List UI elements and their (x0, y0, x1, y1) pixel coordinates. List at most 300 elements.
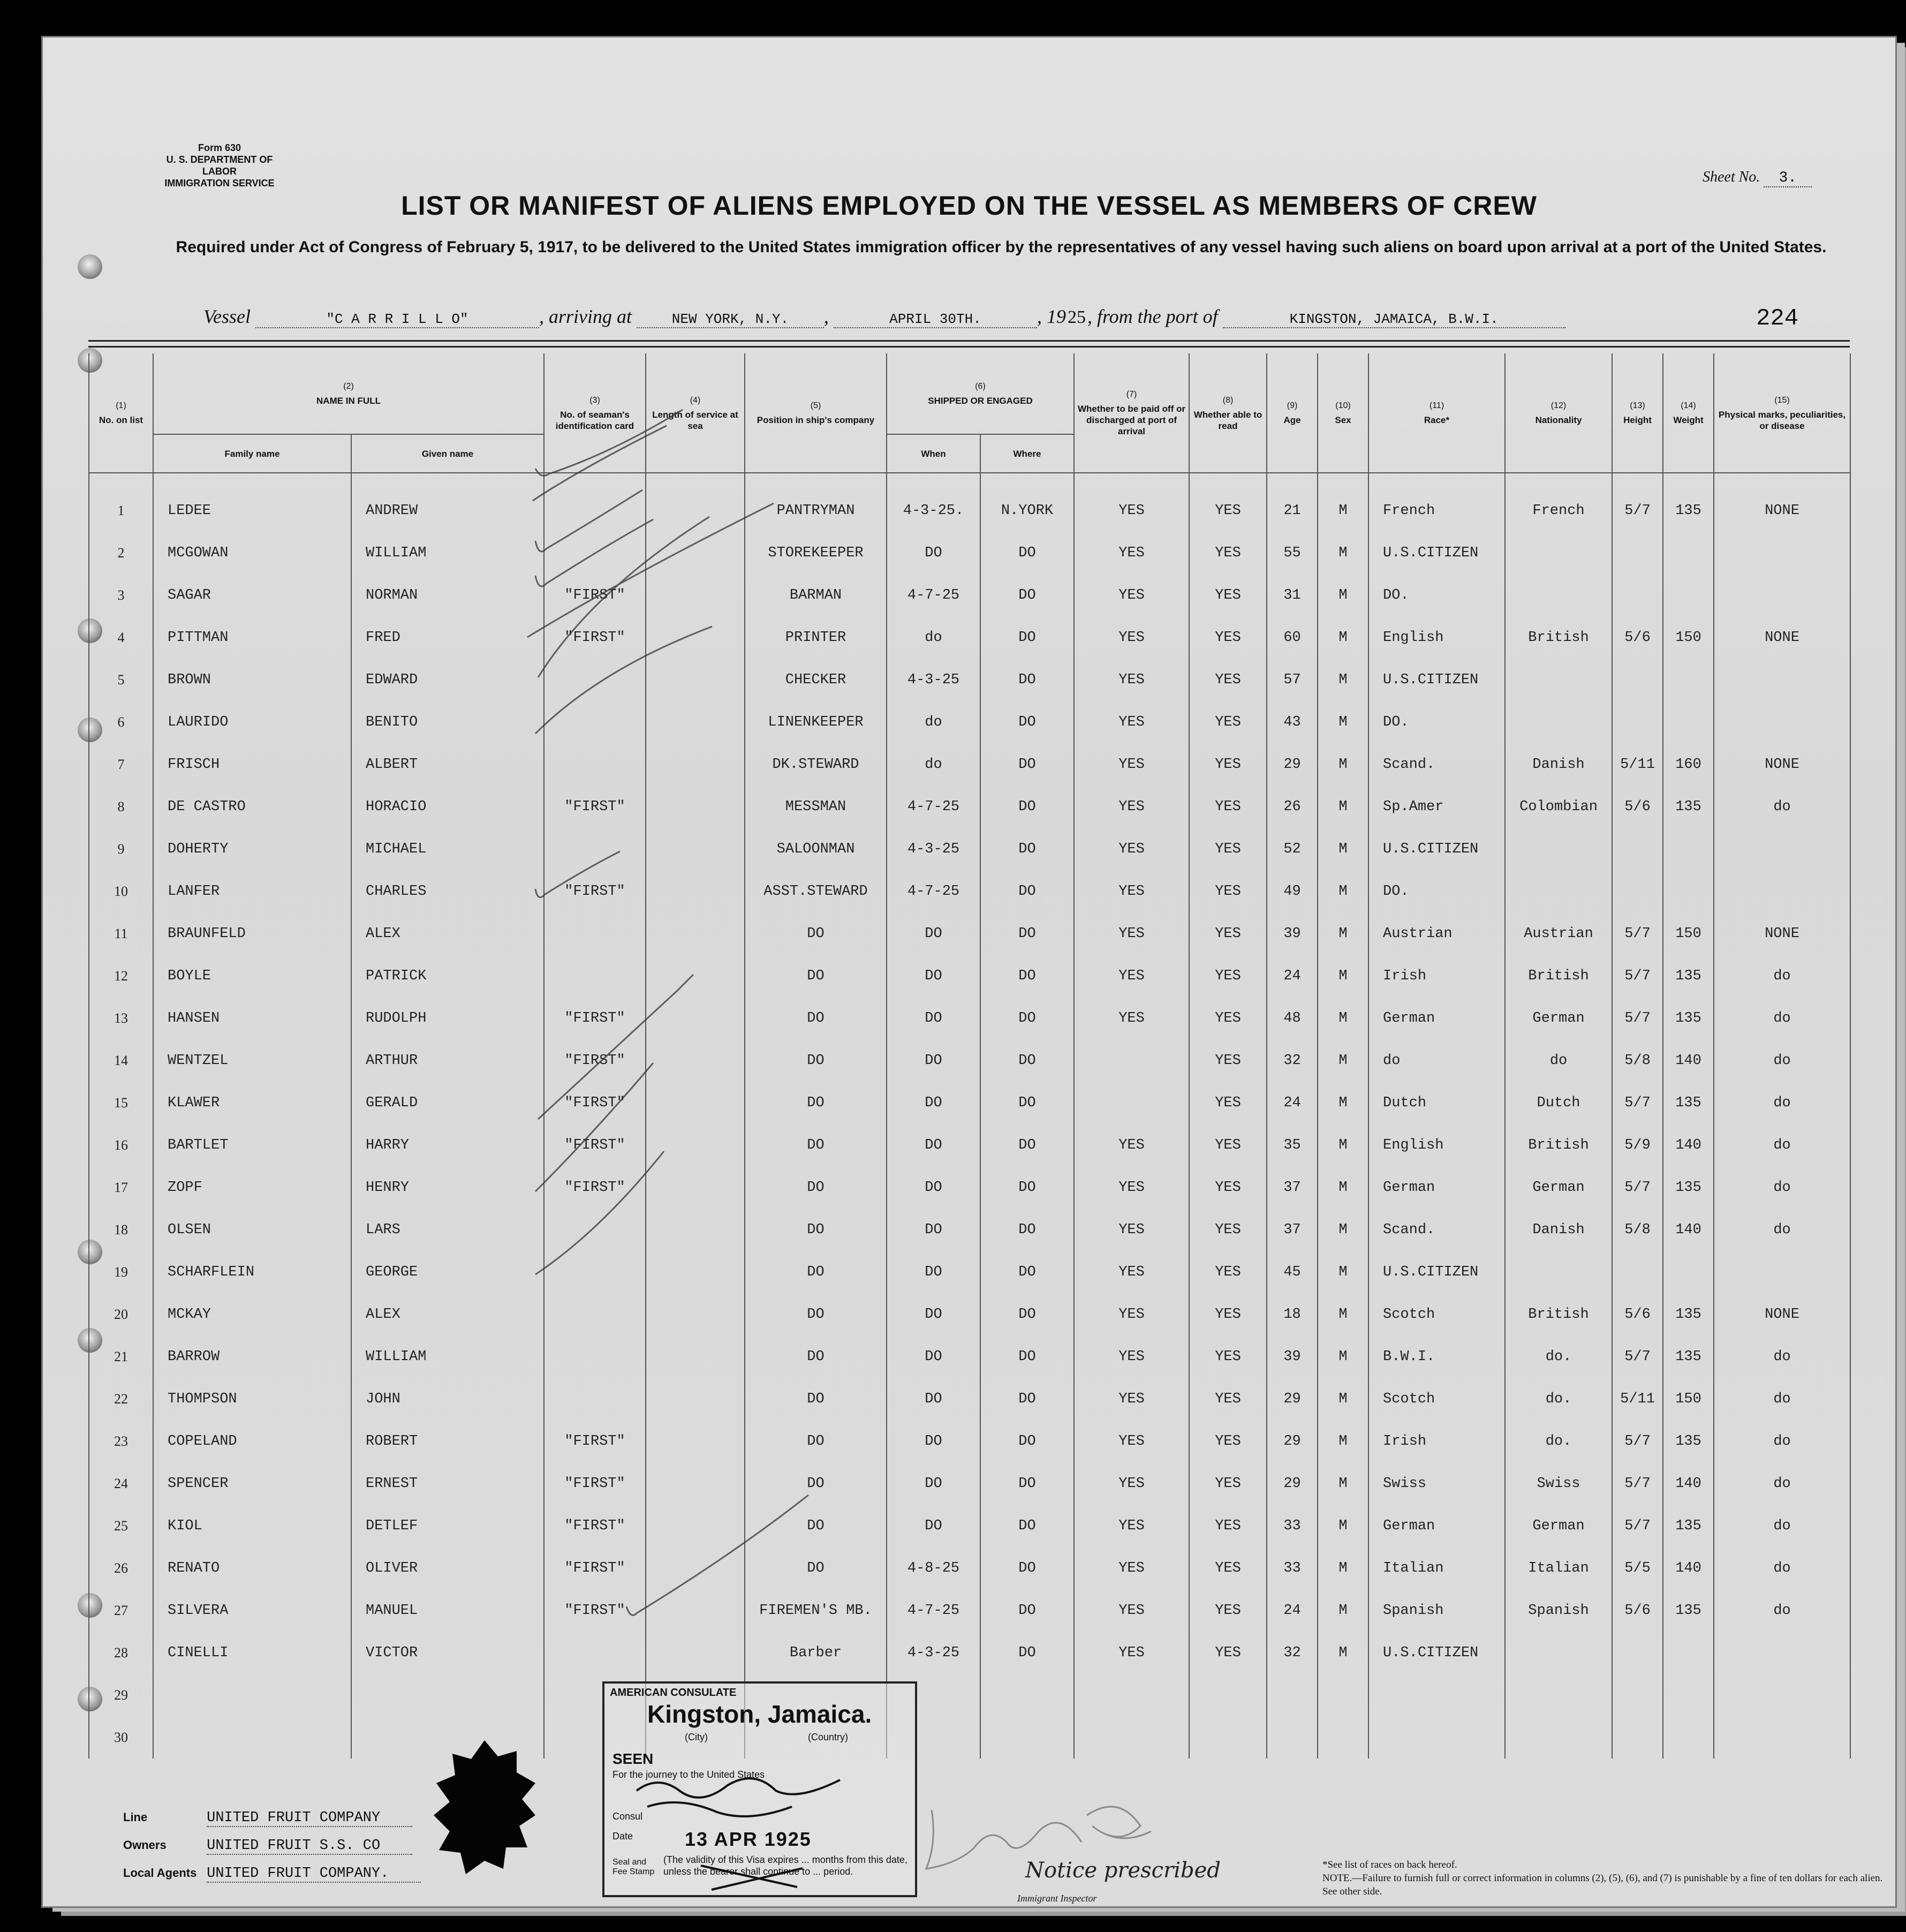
position-cell: DO (745, 1166, 887, 1209)
nationality-cell: British (1505, 955, 1612, 997)
family-name-cell: COPELAND (153, 1420, 351, 1462)
shipped-where-cell: DO (980, 1166, 1074, 1209)
race-cell: French (1368, 489, 1505, 532)
height-cell: 5/9 (1612, 1124, 1663, 1166)
family-name-cell: SPENCER (153, 1462, 351, 1505)
race-cell: B.W.I. (1368, 1335, 1505, 1378)
shipped-when-cell: DO (887, 1124, 980, 1166)
family-name-cell: DOHERTY (153, 828, 351, 870)
shipped-when-cell: DO (887, 1462, 980, 1505)
nationality-cell: British (1505, 616, 1612, 659)
id-card-cell: "FIRST" (544, 1462, 646, 1505)
position-cell: DO (745, 1082, 887, 1124)
shipped-where-cell: DO (980, 1547, 1074, 1589)
sex-cell: M (1318, 743, 1368, 786)
race-cell: Swiss (1368, 1462, 1505, 1505)
position-cell: DO (745, 1420, 887, 1462)
id-card-cell: "FIRST" (544, 1589, 646, 1632)
col-given-name: Given name (351, 434, 544, 473)
height-cell: 5/11 (1612, 1378, 1663, 1420)
given-name-cell: GEORGE (351, 1251, 544, 1293)
race-cell: Dutch (1368, 1082, 1505, 1124)
race-cell: Scotch (1368, 1293, 1505, 1335)
vessel-line: Vessel "C A R R I L L O" , arriving at NEW YORK, N.Y. , APRIL 30TH. , 1925, from the port of KINGSTON, JAMAICA, B.W.I. (203, 305, 1565, 328)
wax-seal-icon (431, 1735, 538, 1896)
physical-marks-cell: do (1714, 1547, 1850, 1589)
position-cell: DO (745, 1251, 887, 1293)
sex-cell: M (1318, 1039, 1368, 1082)
race-cell: German (1368, 997, 1505, 1039)
row-number-cell: 8 (89, 786, 153, 828)
able-to-read-cell: YES (1189, 1462, 1267, 1505)
sex-cell: M (1318, 1251, 1368, 1293)
paid-off-cell: YES (1074, 1335, 1189, 1378)
arrival-date: APRIL 30TH. (834, 311, 1037, 328)
race-cell: Scand. (1368, 743, 1505, 786)
given-name-cell: ARTHUR (351, 1039, 544, 1082)
position-cell: DK.STEWARD (745, 743, 887, 786)
paid-off-cell: YES (1074, 1124, 1189, 1166)
position-cell: DO (745, 1462, 887, 1505)
nationality-cell: do (1505, 1039, 1612, 1082)
position-cell: DO (745, 1505, 887, 1547)
row-number-cell: 5 (89, 659, 153, 701)
sex-cell: M (1318, 489, 1368, 532)
weight-cell: 135 (1663, 489, 1714, 532)
able-to-read-cell: YES (1189, 659, 1267, 701)
sex-cell: M (1318, 1209, 1368, 1251)
physical-marks-cell: do (1714, 1589, 1850, 1632)
row-number-cell: 22 (89, 1378, 153, 1420)
shipped-when-cell: DO (887, 1082, 980, 1124)
paid-off-cell: YES (1074, 955, 1189, 997)
paid-off-cell: YES (1074, 786, 1189, 828)
shipped-where-cell: DO (980, 997, 1074, 1039)
stamp-city: Kingston, Jamaica. (647, 1700, 872, 1728)
row-number-cell: 19 (89, 1251, 153, 1293)
col-position: (5) Position in ship's company (745, 353, 887, 473)
able-to-read-cell: YES (1189, 1378, 1267, 1420)
paid-off-cell: YES (1074, 743, 1189, 786)
position-cell: DO (745, 1335, 887, 1378)
row-number-cell: 29 (89, 1674, 153, 1716)
manifest-sheet (43, 37, 1895, 1906)
sex-cell: M (1318, 1293, 1368, 1335)
age-cell: 45 (1267, 1251, 1318, 1293)
col-marks: (15) Physical marks, peculiarities, or disease (1714, 353, 1850, 473)
given-name-cell: NORMAN (351, 574, 544, 616)
physical-marks-cell: NONE (1714, 743, 1850, 786)
shipped-where-cell: DO (980, 955, 1074, 997)
position-cell: DO (745, 1039, 887, 1082)
race-cell: Irish (1368, 1420, 1505, 1462)
row-number-cell: 30 (89, 1716, 153, 1759)
age-cell: 57 (1267, 659, 1318, 701)
age-cell: 32 (1267, 1632, 1318, 1674)
given-name-cell: PATRICK (351, 955, 544, 997)
physical-marks-cell: do (1714, 1378, 1850, 1420)
from-port-label: , from the port of (1087, 306, 1218, 327)
sex-cell: M (1318, 997, 1368, 1039)
position-cell: DO (745, 1124, 887, 1166)
col-age: (9) Age (1267, 353, 1318, 473)
sex-cell: M (1318, 1378, 1368, 1420)
col-service: (4) Length of service at sea (646, 353, 745, 473)
height-cell: 5/7 (1612, 1335, 1663, 1378)
year-prefix: , 19 (1037, 306, 1066, 327)
id-card-cell: "FIRST" (544, 1039, 646, 1082)
row-number-cell: 17 (89, 1166, 153, 1209)
height-cell: 5/5 (1612, 1547, 1663, 1589)
weight-cell: 135 (1663, 955, 1714, 997)
paid-off-cell: YES (1074, 532, 1189, 574)
position-cell: DO (745, 955, 887, 997)
given-name-cell: LARS (351, 1209, 544, 1251)
col-height: (13) Height (1612, 353, 1663, 473)
paid-off-cell: YES (1074, 574, 1189, 616)
family-name-cell: KIOL (153, 1505, 351, 1547)
shipped-when-cell: 4-7-25 (887, 1589, 980, 1632)
row-number-cell: 25 (89, 1505, 153, 1547)
col-where: Where (980, 434, 1074, 473)
departure-port: KINGSTON, JAMAICA, B.W.I. (1223, 311, 1565, 328)
form-service: IMMIGRATION SERVICE (164, 178, 275, 188)
physical-marks-cell: do (1714, 1039, 1850, 1082)
age-cell: 29 (1267, 743, 1318, 786)
shipped-where-cell: DO (980, 1039, 1074, 1082)
family-name-cell: WENTZEL (153, 1039, 351, 1082)
shipped-where-cell: DO (980, 1293, 1074, 1335)
weight-cell: 150 (1663, 912, 1714, 955)
paid-off-cell: YES (1074, 659, 1189, 701)
arrival-port: NEW YORK, N.Y. (637, 311, 824, 328)
race-cell: English (1368, 616, 1505, 659)
position-cell: DO (745, 912, 887, 955)
able-to-read-cell: YES (1189, 489, 1267, 532)
race-cell: DO. (1368, 574, 1505, 616)
weight-cell: 135 (1663, 1420, 1714, 1462)
row-number-cell: 13 (89, 997, 153, 1039)
family-name-cell: BOYLE (153, 955, 351, 997)
physical-marks-cell: do (1714, 1505, 1850, 1547)
races-note: *See list of races on back hereof. (1322, 1859, 1457, 1870)
able-to-read-cell: YES (1189, 701, 1267, 743)
age-cell: 29 (1267, 1462, 1318, 1505)
race-cell: Irish (1368, 955, 1505, 997)
race-cell: do (1368, 1039, 1505, 1082)
shipped-when-cell: 4-3-25 (887, 659, 980, 701)
weight-cell: 150 (1663, 1378, 1714, 1420)
family-name-cell: HANSEN (153, 997, 351, 1039)
physical-marks-cell: do (1714, 1335, 1850, 1378)
able-to-read-cell: YES (1189, 1589, 1267, 1632)
height-cell: 5/7 (1612, 912, 1663, 955)
nationality-cell: German (1505, 997, 1612, 1039)
stamp-city-label: (City) (685, 1732, 708, 1742)
age-cell: 49 (1267, 870, 1318, 912)
nationality-cell: German (1505, 1166, 1612, 1209)
inspector-label: Immigrant Inspector (1017, 1893, 1097, 1904)
form-department: U. S. DEPARTMENT OF LABOR (166, 154, 273, 177)
nationality-cell: German (1505, 1505, 1612, 1547)
stamp-journey: For the journey to the United States (612, 1769, 765, 1780)
shipped-when-cell: DO (887, 1209, 980, 1251)
stamp-date-label: Date (612, 1831, 633, 1842)
family-name-cell: CINELLI (153, 1632, 351, 1674)
height-cell: 5/6 (1612, 1293, 1663, 1335)
age-cell: 24 (1267, 1589, 1318, 1632)
position-cell: LINENKEEPER (745, 701, 887, 743)
position-cell: FIREMEN'S MB. (745, 1589, 887, 1632)
race-cell: Sp.Amer (1368, 786, 1505, 828)
stamp-seal-label: Seal and Fee Stamp (612, 1858, 655, 1876)
arriving-label: , arriving at (539, 306, 632, 327)
age-cell: 43 (1267, 701, 1318, 743)
position-cell: DO (745, 1209, 887, 1251)
nationality-cell: do. (1505, 1335, 1612, 1378)
footer-owners (123, 1838, 421, 1866)
nationality-cell: Austrian (1505, 912, 1612, 955)
sex-cell: M (1318, 659, 1368, 701)
race-cell: U.S.CITIZEN (1368, 532, 1505, 574)
given-name-cell: WILLIAM (351, 532, 544, 574)
family-name-cell: ZOPF (153, 1166, 351, 1209)
paid-off-cell: YES (1074, 997, 1189, 1039)
age-cell: 60 (1267, 616, 1318, 659)
shipped-when-cell: DO (887, 1335, 980, 1378)
able-to-read-cell: YES (1189, 616, 1267, 659)
race-cell: German (1368, 1166, 1505, 1209)
age-cell: 55 (1267, 532, 1318, 574)
position-cell: ASST.STEWARD (745, 870, 887, 912)
position-cell: DO (745, 1547, 887, 1589)
age-cell: 29 (1267, 1420, 1318, 1462)
paid-off-cell: YES (1074, 870, 1189, 912)
footer (123, 1810, 421, 1893)
row-number-cell: 27 (89, 1589, 153, 1632)
able-to-read-cell: YES (1189, 743, 1267, 786)
age-cell: 33 (1267, 1547, 1318, 1589)
shipped-where-cell: DO (980, 828, 1074, 870)
race-cell: Austrian (1368, 912, 1505, 955)
able-to-read-cell: YES (1189, 912, 1267, 955)
able-to-read-cell: YES (1189, 1209, 1267, 1251)
able-to-read-cell: YES (1189, 1039, 1267, 1082)
col-id-card: (3) No. of seaman's identification card (544, 353, 646, 473)
footer-line (123, 1810, 421, 1838)
col-paid-off: (7) Whether to be paid off or discharged at port of arrival (1074, 353, 1189, 473)
footnotes (1322, 1858, 1885, 1898)
given-name-cell: MANUEL (351, 1589, 544, 1632)
shipped-when-cell: DO (887, 1505, 980, 1547)
sex-cell: M (1318, 616, 1368, 659)
shipped-when-cell: DO (887, 1420, 980, 1462)
given-name-cell: RUDOLPH (351, 997, 544, 1039)
weight-cell: 135 (1663, 1335, 1714, 1378)
height-cell: 5/6 (1612, 786, 1663, 828)
height-cell: 5/8 (1612, 1039, 1663, 1082)
footer-owners-value: UNITED FRUIT S.S. CO (207, 1838, 412, 1855)
id-card-cell: "FIRST" (544, 1124, 646, 1166)
paid-off-cell: YES (1074, 912, 1189, 955)
nationality-cell: British (1505, 1124, 1612, 1166)
footer-agents-value: UNITED FRUIT COMPANY. (207, 1866, 421, 1883)
age-cell: 31 (1267, 574, 1318, 616)
position-cell: DO (745, 997, 887, 1039)
able-to-read-cell: YES (1189, 786, 1267, 828)
weight-cell: 135 (1663, 1293, 1714, 1335)
sex-cell: M (1318, 1420, 1368, 1462)
given-name-cell: ERNEST (351, 1462, 544, 1505)
race-cell: Spanish (1368, 1589, 1505, 1632)
physical-marks-cell: NONE (1714, 912, 1850, 955)
consulate-stamp (602, 1681, 917, 1897)
nationality-cell: do. (1505, 1378, 1612, 1420)
given-name-cell: DETLEF (351, 1505, 544, 1547)
shipped-where-cell: DO (980, 616, 1074, 659)
family-name-cell: SAGAR (153, 574, 351, 616)
age-cell: 37 (1267, 1209, 1318, 1251)
id-card-cell: "FIRST" (544, 997, 646, 1039)
sex-cell: M (1318, 1335, 1368, 1378)
given-name-cell: MICHAEL (351, 828, 544, 870)
col-sex: (10) Sex (1318, 353, 1368, 473)
age-cell: 48 (1267, 997, 1318, 1039)
row-number-cell: 18 (89, 1209, 153, 1251)
weight-cell: 140 (1663, 1209, 1714, 1251)
able-to-read-cell: YES (1189, 1293, 1267, 1335)
height-cell: 5/7 (1612, 1462, 1663, 1505)
sex-cell: M (1318, 1547, 1368, 1589)
position-cell: CHECKER (745, 659, 887, 701)
age-cell: 37 (1267, 1166, 1318, 1209)
age-cell: 26 (1267, 786, 1318, 828)
col-family-name: Family name (153, 434, 351, 473)
row-number-cell: 24 (89, 1462, 153, 1505)
race-cell: U.S.CITIZEN (1368, 1632, 1505, 1674)
race-cell: Scotch (1368, 1378, 1505, 1420)
footer-owners-label: Owners (123, 1838, 167, 1852)
row-number-cell: 10 (89, 870, 153, 912)
row-number-cell: 20 (89, 1293, 153, 1335)
nationality-cell: Italian (1505, 1547, 1612, 1589)
sex-cell: M (1318, 786, 1368, 828)
paid-off-cell: YES (1074, 1378, 1189, 1420)
weight-cell: 135 (1663, 1166, 1714, 1209)
shipped-where-cell: DO (980, 1589, 1074, 1632)
sex-cell: M (1318, 701, 1368, 743)
footer-agents-label: Local Agents (123, 1866, 197, 1880)
age-cell: 32 (1267, 1039, 1318, 1082)
family-name-cell: RENATO (153, 1547, 351, 1589)
family-name-cell: MCGOWAN (153, 532, 351, 574)
weight-cell: 160 (1663, 743, 1714, 786)
sex-cell: M (1318, 532, 1368, 574)
age-cell: 35 (1267, 1124, 1318, 1166)
physical-marks-cell: do (1714, 997, 1850, 1039)
physical-marks-cell: NONE (1714, 489, 1850, 532)
family-name-cell: KLAWER (153, 1082, 351, 1124)
able-to-read-cell: YES (1189, 1505, 1267, 1547)
row-number-cell: 11 (89, 912, 153, 955)
paid-off-cell: YES (1074, 1420, 1189, 1462)
weight-cell: 140 (1663, 1124, 1714, 1166)
age-cell: 18 (1267, 1293, 1318, 1335)
age-cell: 39 (1267, 912, 1318, 955)
id-card-cell: "FIRST" (544, 616, 646, 659)
col-shipped: (6) SHIPPED OR ENGAGED (887, 353, 1074, 434)
shipped-when-cell: 4-3-25 (887, 828, 980, 870)
paid-off-cell: YES (1074, 616, 1189, 659)
row-number-cell: 16 (89, 1124, 153, 1166)
paid-off-cell: YES (1074, 701, 1189, 743)
weight-cell: 140 (1663, 1547, 1714, 1589)
row-number-cell: 12 (89, 955, 153, 997)
race-cell: U.S.CITIZEN (1368, 828, 1505, 870)
paid-off-cell: YES (1074, 828, 1189, 870)
race-cell: U.S.CITIZEN (1368, 659, 1505, 701)
shipped-where-cell: DO (980, 870, 1074, 912)
shipped-where-cell: DO (980, 1420, 1074, 1462)
given-name-cell: EDWARD (351, 659, 544, 701)
sex-cell: M (1318, 574, 1368, 616)
given-name-cell: VICTOR (351, 1632, 544, 1674)
age-cell: 33 (1267, 1505, 1318, 1547)
paid-off-cell: YES (1074, 1589, 1189, 1632)
handwritten-note: Notice prescribed (1025, 1858, 1221, 1883)
nationality-cell: do. (1505, 1420, 1612, 1462)
physical-marks-cell: do (1714, 1166, 1850, 1209)
id-card-cell: "FIRST" (544, 1082, 646, 1124)
race-cell: DO. (1368, 870, 1505, 912)
race-cell: Italian (1368, 1547, 1505, 1589)
able-to-read-cell: YES (1189, 532, 1267, 574)
nationality-cell: Colombian (1505, 786, 1612, 828)
family-name-cell: LEDEE (153, 489, 351, 532)
shipped-when-cell: DO (887, 1166, 980, 1209)
sheet-number-label: Sheet No. (1703, 169, 1760, 185)
family-name-cell: OLSEN (153, 1209, 351, 1251)
physical-marks-cell: do (1714, 955, 1850, 997)
family-name-cell: SILVERA (153, 1589, 351, 1632)
shipped-when-cell: DO (887, 955, 980, 997)
nationality-cell: Swiss (1505, 1462, 1612, 1505)
sex-cell: M (1318, 955, 1368, 997)
weight-cell: 135 (1663, 1589, 1714, 1632)
col-when: When (887, 434, 980, 473)
row-number-cell: 9 (89, 828, 153, 870)
row-number-cell: 14 (89, 1039, 153, 1082)
shipped-where-cell: DO (980, 743, 1074, 786)
position-cell: SALOONMAN (745, 828, 887, 870)
sex-cell: M (1318, 1166, 1368, 1209)
col-name: (2) NAME IN FULL (153, 353, 544, 434)
race-cell: German (1368, 1505, 1505, 1547)
height-cell: 5/6 (1612, 616, 1663, 659)
weight-cell: 135 (1663, 1505, 1714, 1547)
position-cell: MESSMAN (745, 786, 887, 828)
id-card-cell: "FIRST" (544, 786, 646, 828)
position-cell: STOREKEEPER (745, 532, 887, 574)
shipped-when-cell: 4-3-25 (887, 1632, 980, 1674)
id-card-cell: "FIRST" (544, 1505, 646, 1547)
paid-off-cell: YES (1074, 1209, 1189, 1251)
shipped-where-cell: DO (980, 1251, 1074, 1293)
family-name-cell: FRISCH (153, 743, 351, 786)
shipped-when-cell: 4-7-25 (887, 574, 980, 616)
shipped-where-cell: DO (980, 786, 1074, 828)
family-name-cell: PITTMAN (153, 616, 351, 659)
